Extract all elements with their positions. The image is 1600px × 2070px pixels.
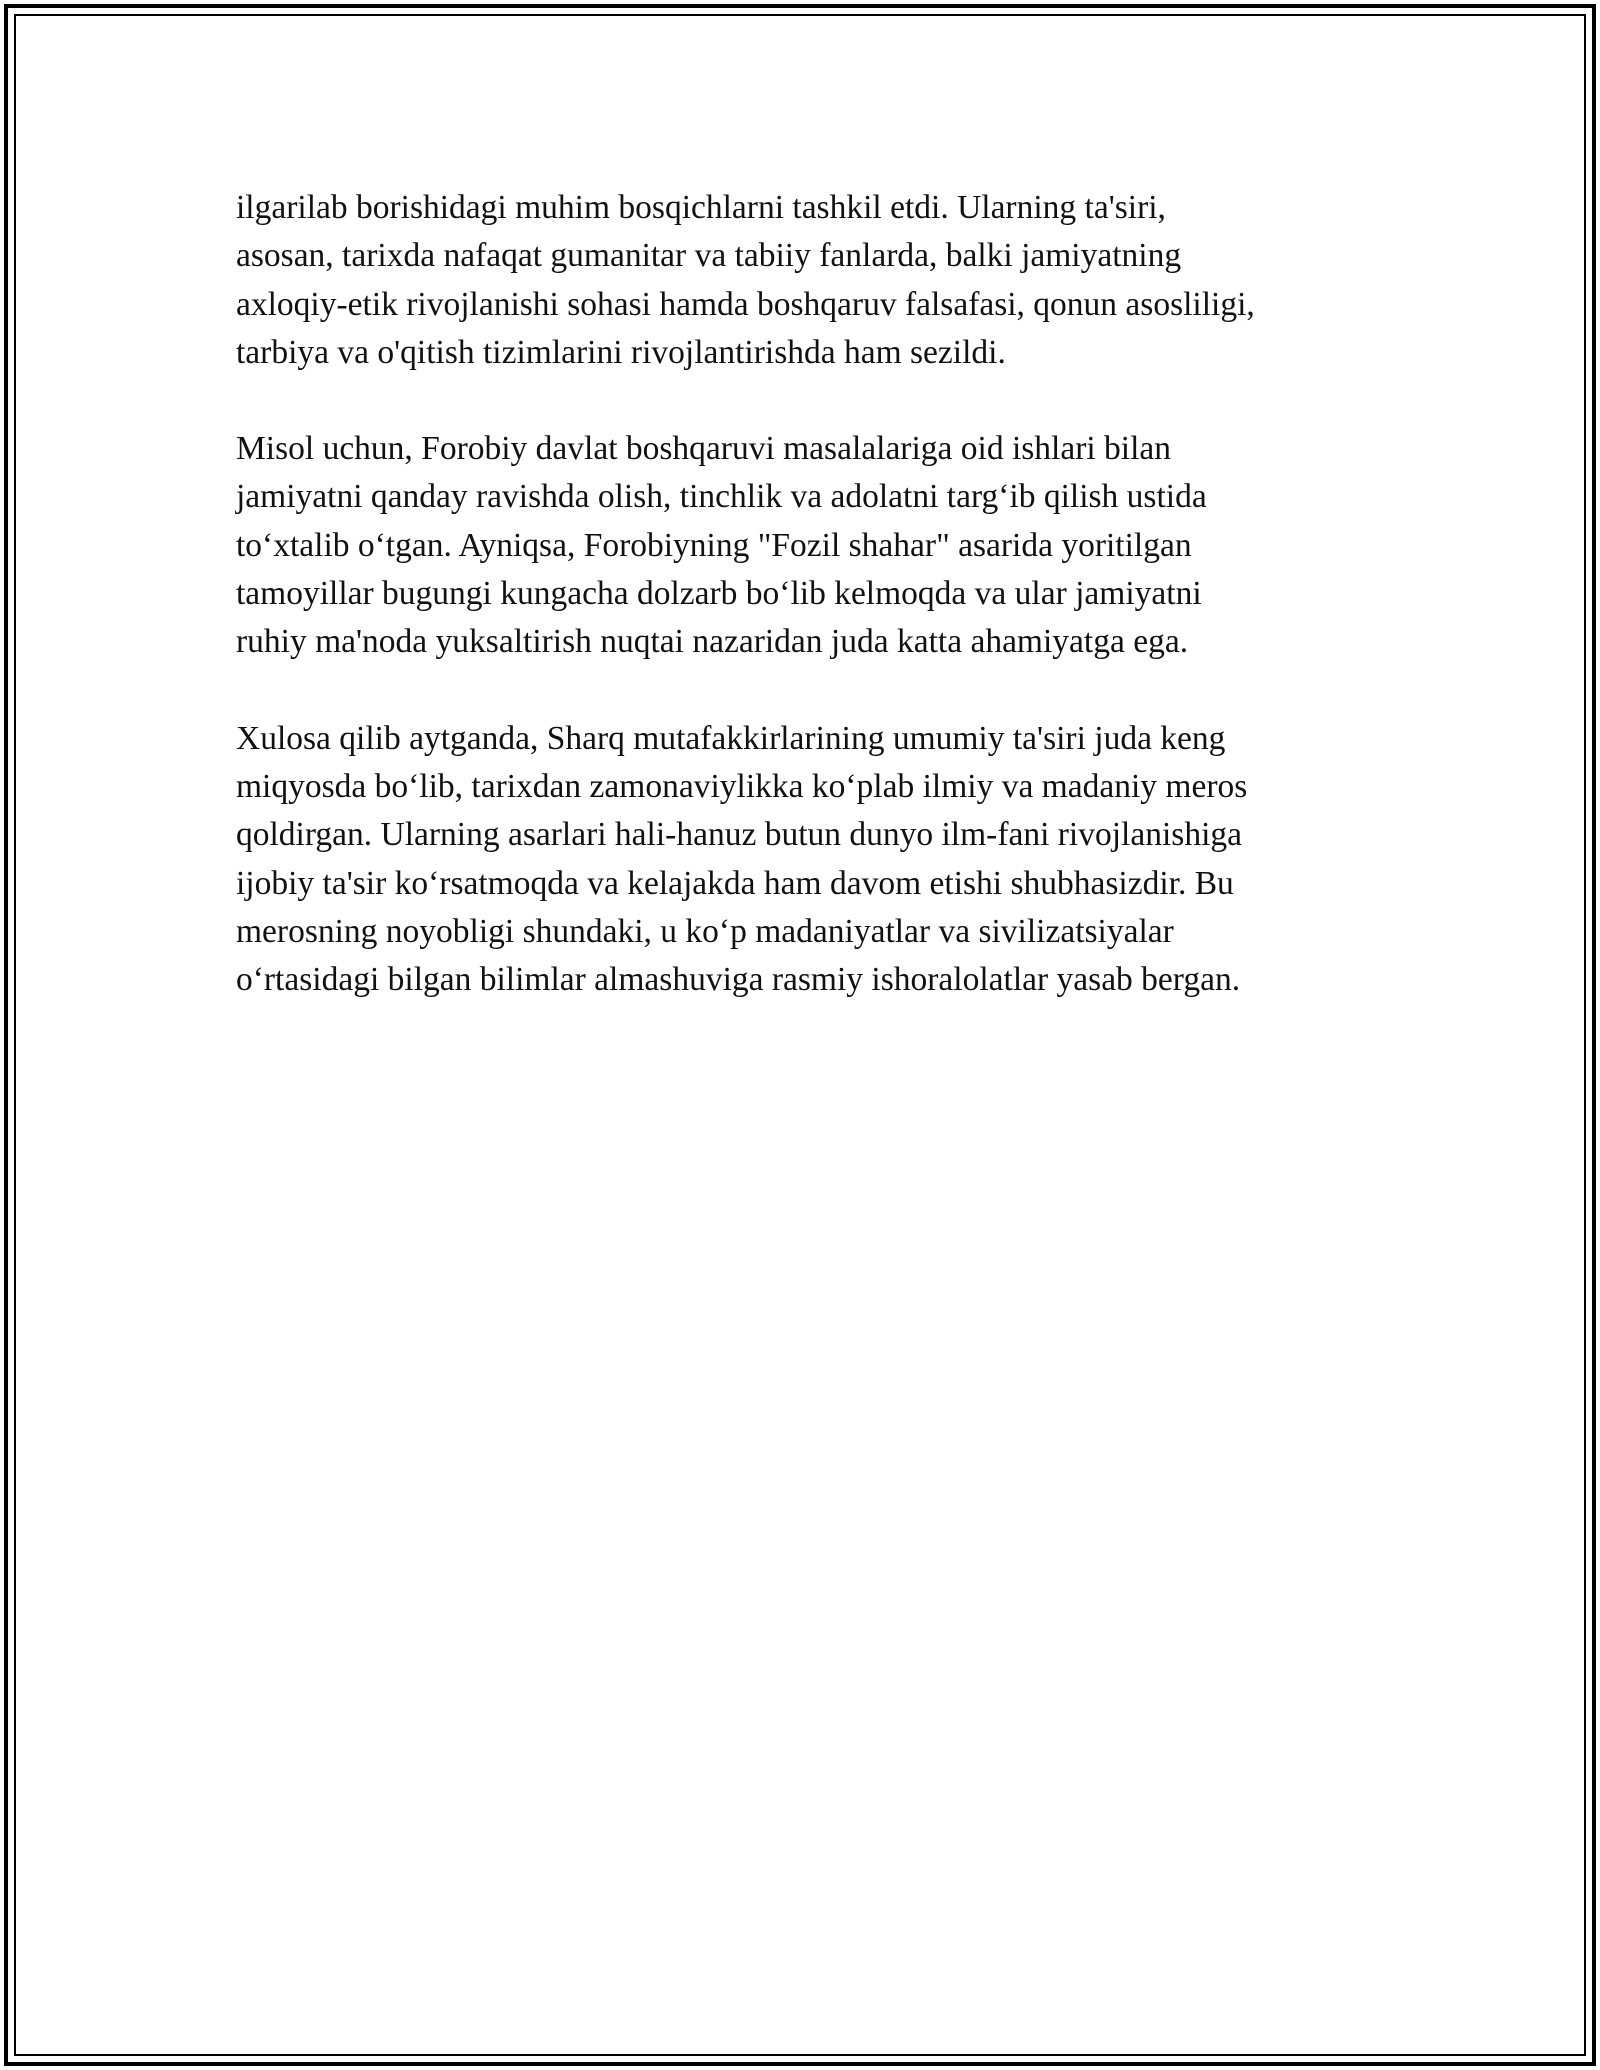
text-line: Xulosa qilib aytganda, Sharq mutafakkirlarining umumiy ta'siri juda keng xyxy=(236,719,1226,757)
paragraph-2 xyxy=(236,425,1396,666)
paragraph-1 xyxy=(236,184,1396,377)
text-line: ijobiy ta'sir ko‘rsatmoqda va kelajakda ham davom etishi shubhasizdir. Bu xyxy=(236,864,1234,902)
text-line: qoldirgan. Ularning asarlari hali-hanuz butun dunyo ilm-fani rivojlanishiga xyxy=(236,816,1242,854)
text-line: o‘rtasidagi bilgan bilimlar almashuviga rasmiy ishoralolatlar yasab bergan. xyxy=(236,961,1241,999)
text-line: to‘xtalib o‘tgan. Ayniqsa, Forobiyning "Fozil shahar" asarida yoritilgan xyxy=(236,526,1192,564)
text-line: jamiyatni qanday ravishda olish, tinchlik va adolatni targ‘ib qilish ustida xyxy=(236,478,1207,516)
text-line: ilgarilab borishidagi muhim bosqichlarni tashkil etdi. Ularning ta'siri, xyxy=(236,189,1166,226)
text-line: Misol uchun, Forobiy davlat boshqaruvi masalalariga oid ishlari bilan xyxy=(236,430,1172,468)
text-line: miqyosda bo‘lib, tarixdan zamonaviylikka ko‘plab ilmiy va madaniy meros xyxy=(236,767,1248,805)
text-line: axloqiy-etik rivojlanishi sohasi hamda boshqaruv falsafasi, qonun asosliligi, xyxy=(236,285,1255,323)
text-line: ruhiy ma'noda yuksaltirish nuqtai nazaridan juda katta ahamiyatga ega. xyxy=(236,623,1189,661)
paragraph-3 xyxy=(236,715,1396,1005)
text-line: asosan, tarixda nafaqat gumanitar va tabiiy fanlarda, balki jamiyatning xyxy=(236,237,1182,275)
text-line: tamoyillar bugungi kungacha dolzarb bo‘lib kelmoqda va ular jamiyatni xyxy=(236,575,1202,613)
text-line: merosning noyobligi shundaki, u ko‘p madaniyatlar va sivilizatsiyalar xyxy=(236,912,1174,950)
document-body xyxy=(236,184,1396,1052)
text-line: tarbiya va o'qitish tizimlarini rivojlantirishda ham sezildi. xyxy=(236,333,1006,371)
